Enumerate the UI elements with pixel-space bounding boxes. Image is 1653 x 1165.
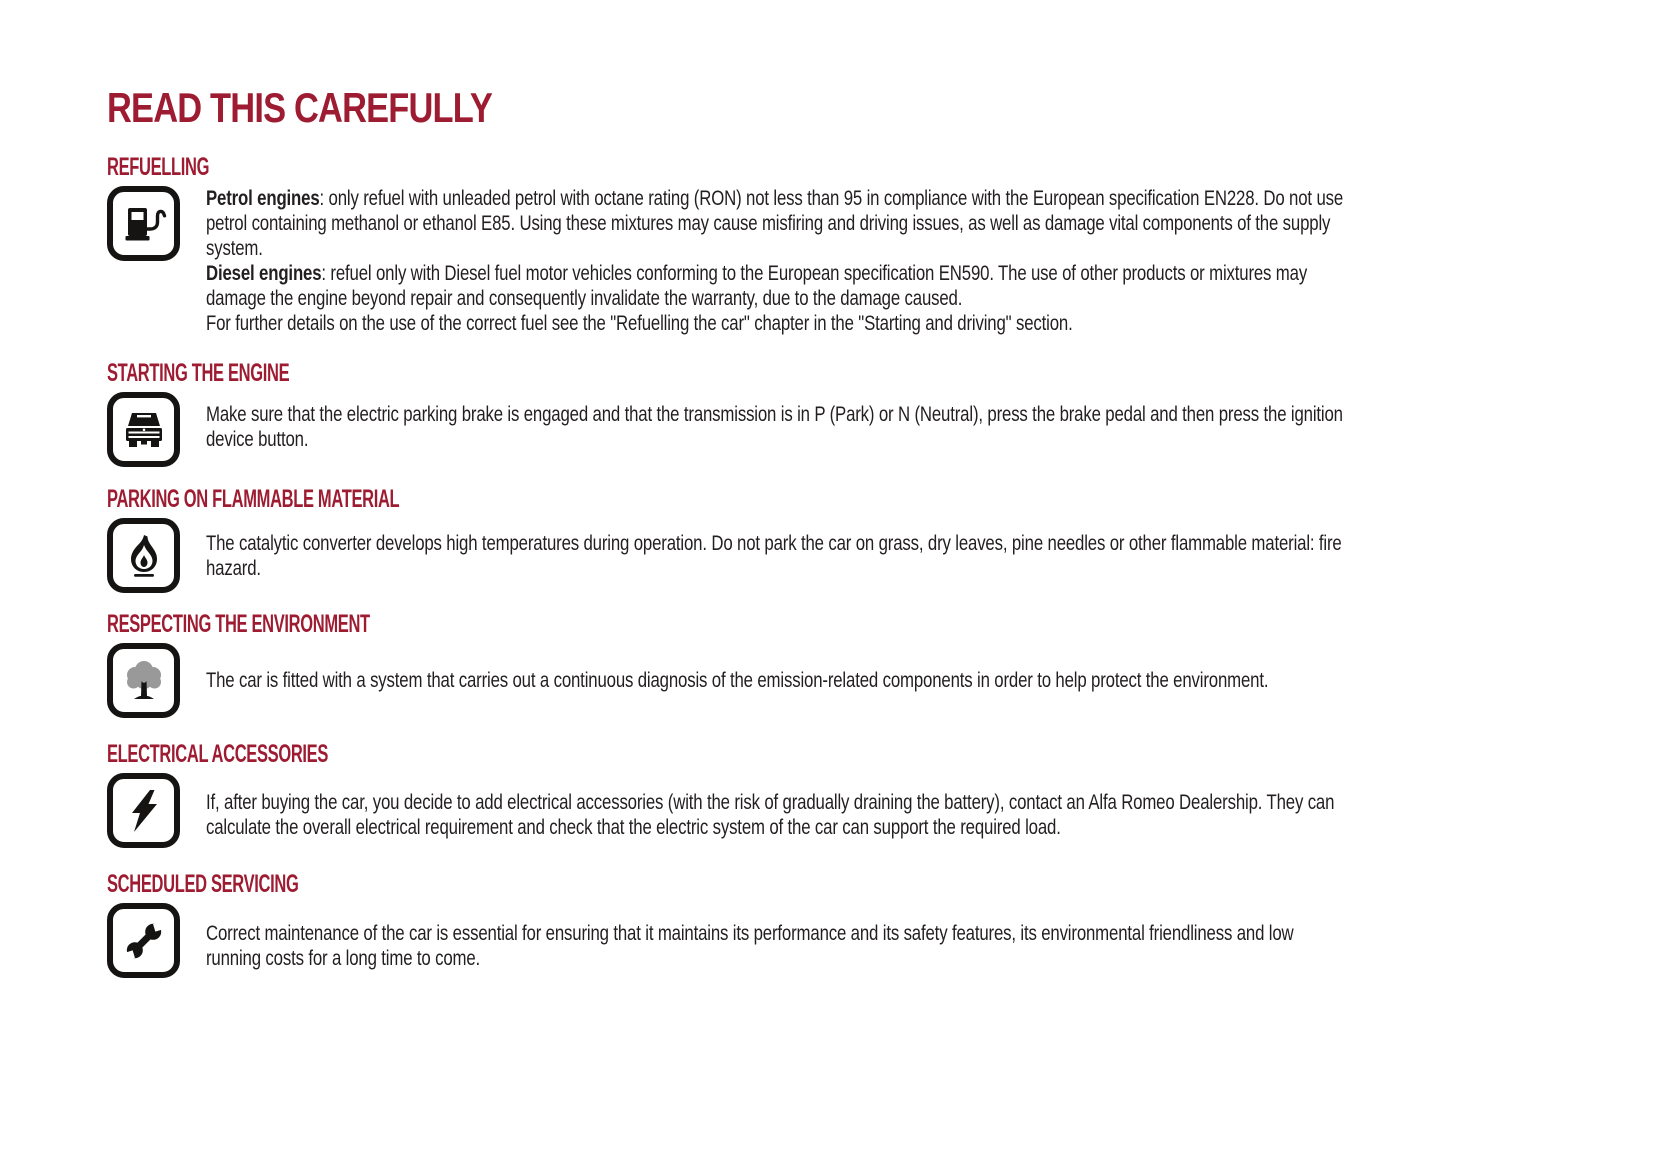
tree-icon [121,658,167,704]
text-line: The catalytic converter develops high temperatures during operation. Do not park the car on grass, dry leaves, pine needles or other flammable material: fire [206,532,1342,555]
section-text [206,392,1627,452]
text-line: For further details on the use of the correct fuel see the "Refuelling the car" chapter in the "Starting and driving" section. [206,312,1073,335]
wrench-icon [121,918,167,964]
paragraph [206,921,1565,971]
paragraph [206,668,1534,693]
section-text [206,773,1616,840]
section-text [206,643,1534,693]
fuel-pump-icon [121,201,167,247]
section-body [107,518,1626,593]
section-text [206,903,1565,971]
text-line: If, after buying the car, you decide to add electrical accessories (with the risk of gradually draining the battery), contact an Alfa Romeo Dealership. They can [206,791,1335,814]
page-title: READ THIS CAREFULLY [107,84,492,131]
paragraph [206,186,1627,261]
paragraph [206,311,1627,336]
text-line: hazard. [206,557,261,580]
section-body [107,392,1627,467]
icon-box [107,643,180,718]
text-line: Diesel engines: refuel only with Diesel fuel motor vehicles conforming to the European specification EN590. The use of other products or mixtures may [206,262,1308,285]
section-body [107,186,1627,336]
section-refuelling [107,152,1627,336]
section-scheduled-servicing [107,869,1565,978]
section-parking-on-flammable-material [107,484,1626,593]
flame-icon [121,533,167,579]
section-body [107,773,1616,848]
text-line: Make sure that the electric parking brake is engaged and that the transmission is in P (Park) or N (Neutral), press the brake pedal and then press the ignition [206,403,1343,426]
text-line: damage the engine beyond repair and consequently invalidate the warranty, due to the damage caused. [206,287,963,310]
section-starting-the-engine [107,358,1627,467]
paragraph [206,402,1627,452]
section-text [206,518,1626,581]
section-text [206,186,1627,336]
section-heading: REFUELLING [107,153,210,181]
text-line: calculate the overall electrical requirement and check that the electric system of the car can support the required load. [206,816,1061,839]
section-heading: SCHEDULED SERVICING [107,870,299,898]
icon-box [107,903,180,978]
section-body [107,643,1534,718]
car-front-icon [121,407,167,453]
text-line: running costs for a long time to come. [206,947,481,970]
paragraph [206,790,1616,840]
text-line: Petrol engines: only refuel with unleaded petrol with octane rating (RON) not less than 95 in compliance with the European specification EN228. Do not use [206,187,1344,210]
paragraph [206,261,1627,311]
icon-box [107,186,180,261]
section-respecting-the-environment [107,609,1534,718]
section-heading: ELECTRICAL ACCESSORIES [107,740,329,768]
section-heading: PARKING ON FLAMMABLE MATERIAL [107,485,400,513]
paragraph [206,531,1626,581]
section-heading: RESPECTING THE ENVIRONMENT [107,610,370,638]
section-electrical-accessories [107,739,1616,848]
text-line: system. [206,237,263,260]
icon-box [107,518,180,593]
section-body [107,903,1565,978]
text-line: petrol containing methanol or ethanol E85. Using these mixtures may cause misfiring and driving issues, as well as damage vital components of the supply [206,212,1331,235]
text-line: The car is fitted with a system that carries out a continuous diagnosis of the emission-related components in order to help protect the environment. [206,669,1269,692]
text-line: Correct maintenance of the car is essential for ensuring that it maintains its performance and its safety features, its environmental friendliness and low [206,922,1294,945]
text-line: device button. [206,428,309,451]
icon-box [107,392,180,467]
icon-box [107,773,180,848]
section-heading: STARTING THE ENGINE [107,359,290,387]
lightning-bolt-icon [121,788,167,834]
